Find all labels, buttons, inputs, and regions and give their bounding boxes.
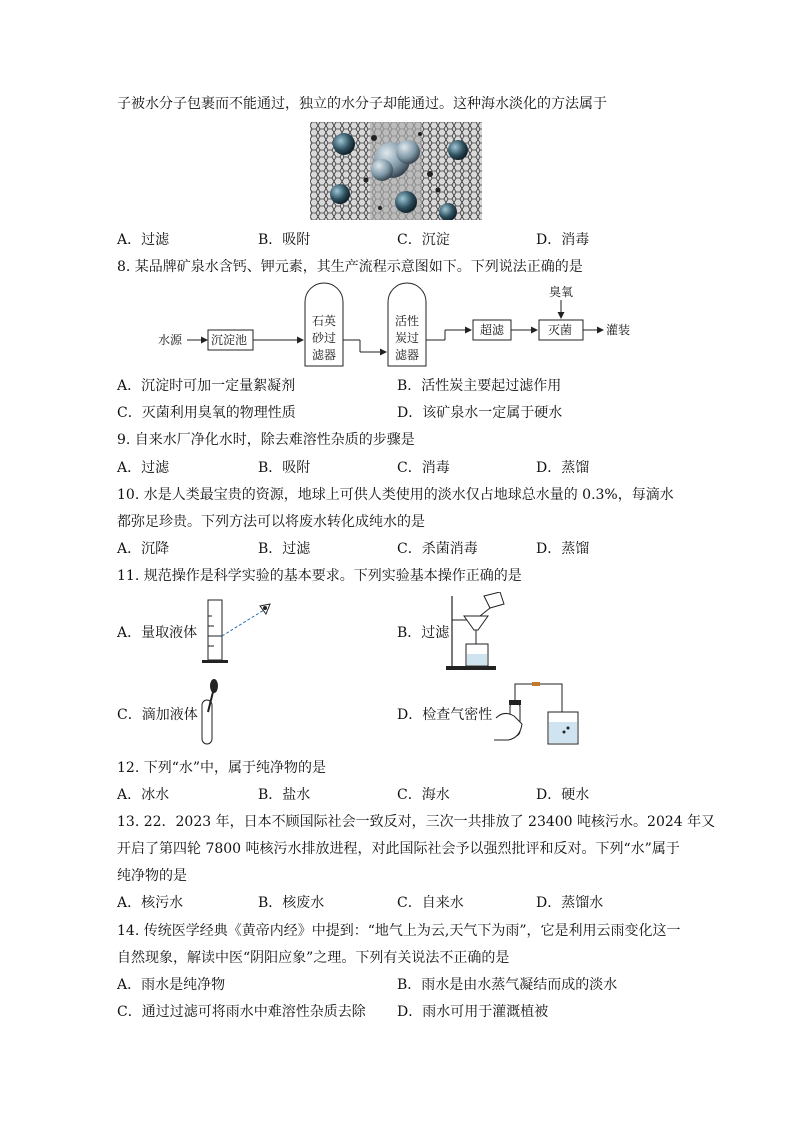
flow-carbon-label-1: 活性 [395, 314, 420, 328]
flow-steril-label: 灭菌 [548, 323, 573, 337]
q13-option-b[interactable]: B．核废水 [258, 895, 325, 911]
q14-option-c[interactable]: C．通过过滤可将雨水中难溶性杂质去除 [117, 1004, 366, 1020]
q7-option-d[interactable]: D．消毒 [536, 232, 590, 248]
q13-option-c[interactable]: C．自来水 [397, 895, 464, 911]
flow-sand-label-2: 砂过 [312, 331, 337, 345]
q8-option-a[interactable]: A．沉淀时可加一定量絮凝剂 [117, 378, 296, 394]
flow-ozone-label: 臭氧 [549, 285, 574, 299]
q12-option-c[interactable]: C．海水 [397, 787, 450, 803]
flow-carbon-label-3: 滤器 [395, 348, 420, 362]
q11-stem: 11. 规范操作是科学实验的基本要求。下列实验基本操作正确的是 [117, 568, 522, 584]
graduated-cylinder-figure [198, 596, 278, 666]
q10-option-d[interactable]: D．蒸馏 [536, 541, 590, 557]
q14-option-b[interactable]: B．雨水是由水蒸气凝结而成的淡水 [397, 977, 618, 993]
q13-stem-line3: 纯净物的是 [117, 868, 187, 884]
q12-stem: 12. 下列“水”中，属于纯净物的是 [117, 760, 327, 776]
q10-option-c[interactable]: C．杀菌消毒 [397, 541, 478, 557]
membrane-image [310, 122, 482, 220]
q10-option-b[interactable]: B．过滤 [258, 541, 311, 557]
flow-carbon-label-2: 炭过 [395, 331, 420, 345]
q11-option-a[interactable]: A．量取液体 [117, 625, 198, 641]
airtightness-check-figure [492, 678, 588, 750]
q7-option-c[interactable]: C．沉淀 [397, 232, 450, 248]
q8-option-c[interactable]: C．灭菌利用臭氧的物理性质 [117, 405, 296, 421]
flow-sand-label-3: 滤器 [312, 348, 337, 362]
q7-option-a[interactable]: A．过滤 [117, 232, 170, 248]
q11-option-d[interactable]: D．检查气密性 [397, 707, 493, 723]
flow-ultra-label: 超滤 [480, 323, 505, 337]
q11-option-b[interactable]: B．过滤 [397, 625, 450, 641]
q14-option-d[interactable]: D．雨水可用于灌溉植被 [397, 1004, 549, 1020]
q14-stem-line1: 14. 传统医学经典《黄帝内经》中提到：“地气上为云,天气下为雨”，它是利用云雨变化这一 [117, 923, 681, 939]
q9-option-a[interactable]: A．过滤 [117, 460, 170, 476]
q10-stem-line2: 都弥足珍贵。下列方法可以将废水转化成纯水的是 [117, 514, 425, 530]
q9-option-c[interactable]: C．消毒 [397, 460, 450, 476]
flow-pool-label: 沉淀池 [211, 333, 248, 347]
dropper-test-tube-figure [196, 678, 226, 748]
q9-stem: 9. 自来水厂净化水时，除去难溶性杂质的步骤是 [117, 432, 415, 448]
filtration-figure [444, 592, 510, 672]
q13-stem-line1: 13. 22．2023 年，日本不顾国际社会一致反对，三次一共排放了 23400 吨核污水。2024 年又 [117, 814, 716, 830]
flow-source-label: 水源 [158, 333, 183, 347]
flow-fill-label: 灌装 [606, 323, 631, 337]
q8-option-b[interactable]: B．活性炭主要起过滤作用 [397, 378, 562, 394]
production-flow-diagram [155, 282, 640, 368]
q9-option-b[interactable]: B．吸附 [258, 460, 311, 476]
q12-option-a[interactable]: A．冰水 [117, 787, 170, 803]
q13-option-d[interactable]: D．蒸馏水 [536, 895, 604, 911]
q7-option-b[interactable]: B．吸附 [258, 232, 311, 248]
q8-stem: 8. 某品牌矿泉水含钙、钾元素，其生产流程示意图如下。下列说法正确的是 [117, 259, 583, 275]
q13-stem-line2: 开启了第四轮 7800 吨核污水排放进程，对此国际社会予以强烈批评和反对。下列“水”属于 [117, 841, 680, 857]
q14-stem-line2: 自然现象，解读中医“阴阳应象”之理。下列有关说法不正确的是 [117, 950, 510, 966]
q9-option-d[interactable]: D．蒸馏 [536, 460, 590, 476]
q14-option-a[interactable]: A．雨水是纯净物 [117, 977, 226, 993]
q11-option-c[interactable]: C．滴加液体 [117, 707, 198, 723]
q10-stem-line1: 10. 水是人类最宝贵的资源，地球上可供人类使用的淡水仅占地球总水量的 0.3%，每滴水 [117, 487, 674, 503]
q12-option-d[interactable]: D．硬水 [536, 787, 590, 803]
q7-stem-tail: 子被水分子包裹而不能通过，独立的水分子却能通过。这种海水淡化的方法属于 [117, 96, 607, 112]
q13-option-a[interactable]: A．核污水 [117, 895, 184, 911]
q12-option-b[interactable]: B．盐水 [258, 787, 311, 803]
q10-option-a[interactable]: A．沉降 [117, 541, 170, 557]
flow-sand-label-1: 石英 [312, 314, 337, 328]
q8-option-d[interactable]: D．该矿泉水一定属于硬水 [397, 405, 563, 421]
